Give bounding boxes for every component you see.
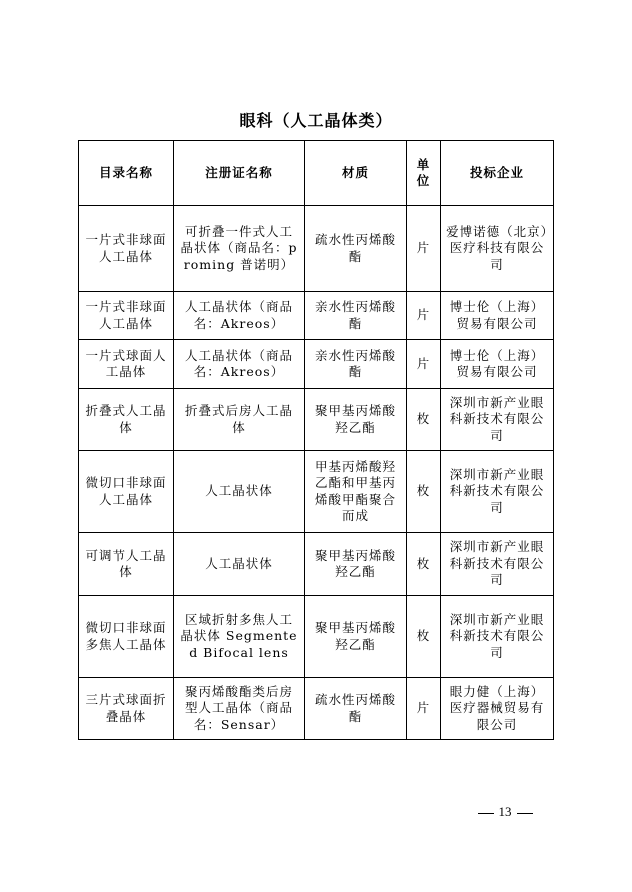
cell-catalog-name: 三片式球面折叠晶体 — [79, 678, 174, 740]
cell-material: 聚甲基丙烯酸羟乙酯 — [305, 533, 407, 596]
table-header-row — [79, 141, 554, 206]
cell-material: 甲基丙烯酸羟乙酯和甲基丙烯酸甲酯聚合而成 — [305, 451, 407, 533]
cell-unit: 枚 — [407, 389, 441, 451]
table-row — [79, 389, 554, 451]
page-number: 13 — [498, 804, 512, 819]
header-registration-name: 注册证名称 — [174, 141, 305, 206]
cell-catalog-name: 一片式非球面人工晶体 — [79, 206, 174, 292]
cell-unit: 枚 — [407, 451, 441, 533]
cell-registration-name: 人工晶状体（商品名：Akreos） — [174, 292, 305, 340]
cell-catalog-name: 折叠式人工晶体 — [79, 389, 174, 451]
cell-bidding-company: 博士伦（上海）贸易有限公司 — [441, 292, 554, 340]
table-row — [79, 451, 554, 533]
page-title: 眼科（人工晶体类） — [239, 111, 393, 130]
cell-material: 聚甲基丙烯酸羟乙酯 — [305, 389, 407, 451]
cell-material: 聚甲基丙烯酸羟乙酯 — [305, 596, 407, 678]
cell-registration-name: 人工晶状体 — [174, 533, 305, 596]
cell-registration-name: 折叠式后房人工晶体 — [174, 389, 305, 451]
cell-catalog-name: 微切口非球面人工晶体 — [79, 451, 174, 533]
cell-registration-name: 人工晶状体 — [174, 451, 305, 533]
cell-catalog-name: 可调节人工晶体 — [79, 533, 174, 596]
header-bidding-company: 投标企业 — [441, 141, 554, 206]
table-row — [79, 292, 554, 340]
cell-material: 疏水性丙烯酸酯 — [305, 678, 407, 740]
cell-bidding-company: 深圳市新产业眼科新技术有限公司 — [441, 533, 554, 596]
cell-bidding-company: 博士伦（上海）贸易有限公司 — [441, 340, 554, 389]
footer-dash-left — [478, 813, 494, 814]
cell-registration-name: 聚丙烯酸酯类后房型人工晶体（商品名：Sensar） — [174, 678, 305, 740]
cell-catalog-name: 微切口非球面多焦人工晶体 — [79, 596, 174, 678]
header-material: 材质 — [305, 141, 407, 206]
table-row — [79, 206, 554, 292]
table-row — [79, 596, 554, 678]
cell-unit: 片 — [407, 206, 441, 292]
cell-catalog-name: 一片式球面人工晶体 — [79, 340, 174, 389]
cell-unit: 片 — [407, 340, 441, 389]
cell-bidding-company: 深圳市新产业眼科新技术有限公司 — [441, 596, 554, 678]
cell-catalog-name: 一片式非球面人工晶体 — [79, 292, 174, 340]
footer-dash-right — [517, 813, 533, 814]
cell-unit: 枚 — [407, 596, 441, 678]
cell-bidding-company: 深圳市新产业眼科新技术有限公司 — [441, 389, 554, 451]
cell-unit: 片 — [407, 678, 441, 740]
cell-unit: 枚 — [407, 533, 441, 596]
table-row — [79, 678, 554, 740]
cell-bidding-company: 深圳市新产业眼科新技术有限公司 — [441, 451, 554, 533]
cell-unit: 片 — [407, 292, 441, 340]
cell-registration-name: 可折叠一件式人工晶状体（商品名：proming 普诺明） — [174, 206, 305, 292]
cell-registration-name: 区域折射多焦人工晶状体 Segmented Bifocal lens — [174, 596, 305, 678]
cell-bidding-company: 爱博诺德（北京）医疗科技有限公司 — [441, 206, 554, 292]
cell-material: 亲水性丙烯酸酯 — [305, 292, 407, 340]
page-footer — [470, 804, 540, 820]
cell-material: 疏水性丙烯酸酯 — [305, 206, 407, 292]
header-unit: 单位 — [407, 141, 441, 206]
product-catalog-table — [78, 140, 554, 740]
header-catalog-name: 目录名称 — [79, 141, 174, 206]
table-row — [79, 340, 554, 389]
cell-bidding-company: 眼力健（上海）医疗器械贸易有限公司 — [441, 678, 554, 740]
cell-registration-name: 人工晶状体（商品名：Akreos） — [174, 340, 305, 389]
table-row — [79, 533, 554, 596]
cell-material: 亲水性丙烯酸酯 — [305, 340, 407, 389]
